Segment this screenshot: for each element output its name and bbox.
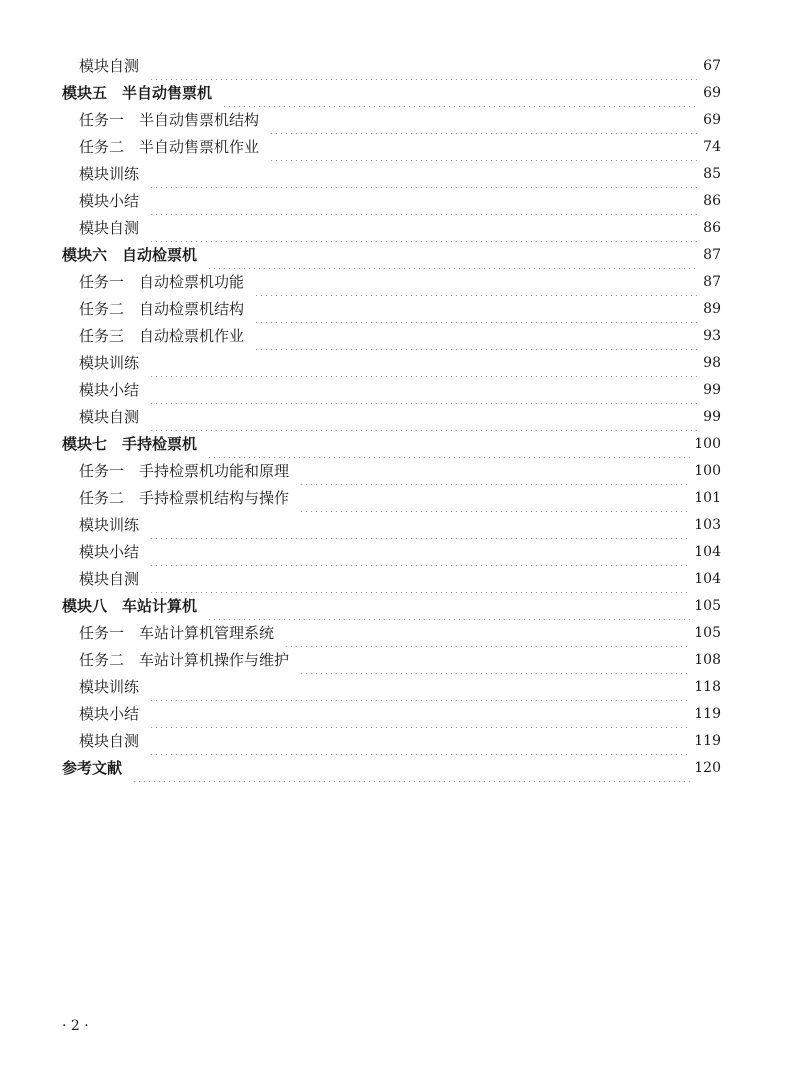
- toc-entry-page: 89: [703, 301, 721, 317]
- toc-entry-page: 99: [703, 409, 721, 425]
- dot-leader: [132, 755, 690, 782]
- toc-entry-title: 模块自测: [79, 570, 140, 588]
- toc-entry[interactable]: [0, 53, 790, 80]
- toc-entry-title: 任务一 手持检票机功能和原理: [79, 462, 290, 480]
- toc-entry-title: 模块训练: [79, 516, 140, 534]
- toc-entry-page: 99: [703, 382, 721, 398]
- dot-leader: [149, 53, 697, 80]
- dot-leader: [149, 215, 697, 242]
- dot-leader: [207, 431, 690, 458]
- page-number: · 2 ·: [62, 1018, 89, 1034]
- toc-entry-page: 104: [694, 571, 721, 587]
- toc-module-entry[interactable]: [0, 242, 790, 269]
- dot-leader: [149, 566, 690, 593]
- toc-entry-title: 模块自测: [79, 408, 140, 426]
- toc-entry-page: 69: [703, 85, 721, 101]
- toc-entry-page: 100: [694, 436, 721, 452]
- toc-entry[interactable]: [0, 620, 790, 647]
- dot-leader: [149, 728, 690, 755]
- dot-leader: [149, 701, 690, 728]
- toc-entry-title: 模块七 手持检票机: [62, 435, 198, 453]
- toc-entry-page: 86: [703, 220, 721, 236]
- toc-entry-page: 104: [694, 544, 721, 560]
- toc-entry-page: 118: [694, 679, 721, 695]
- dot-leader: [254, 323, 697, 350]
- toc-entry[interactable]: [0, 161, 790, 188]
- toc-entry-title: 模块自测: [79, 732, 140, 750]
- table-of-contents: [0, 53, 790, 782]
- toc-entry-title: 模块训练: [79, 165, 140, 183]
- toc-entry-title: 模块小结: [79, 381, 140, 399]
- dot-leader: [149, 674, 690, 701]
- dot-leader: [149, 512, 690, 539]
- dot-leader: [149, 188, 697, 215]
- toc-entry-title: 模块小结: [79, 705, 140, 723]
- toc-entry-title: 任务一 自动检票机功能: [79, 273, 245, 291]
- toc-entry[interactable]: [0, 107, 790, 134]
- toc-entry[interactable]: [0, 539, 790, 566]
- toc-entry-page: 100: [694, 463, 721, 479]
- toc-entry-title: 模块自测: [79, 219, 140, 237]
- toc-entry-title: 参考文献: [62, 759, 123, 777]
- toc-entry-page: 119: [694, 733, 721, 749]
- toc-entry[interactable]: [0, 215, 790, 242]
- dot-leader: [207, 242, 697, 269]
- toc-entry[interactable]: [0, 674, 790, 701]
- dot-leader: [149, 161, 697, 188]
- toc-entry-page: 74: [703, 139, 721, 155]
- toc-entry[interactable]: [0, 188, 790, 215]
- toc-entry-title: 任务二 车站计算机操作与维护: [79, 651, 290, 669]
- toc-entry[interactable]: [0, 323, 790, 350]
- dot-leader: [284, 620, 690, 647]
- toc-entry-title: 任务一 车站计算机管理系统: [79, 624, 275, 642]
- dot-leader: [269, 134, 697, 161]
- toc-entry-page: 105: [694, 598, 721, 614]
- dot-leader: [299, 485, 690, 512]
- toc-entry-title: 模块训练: [79, 354, 140, 372]
- dot-leader: [269, 107, 697, 134]
- toc-module-entry[interactable]: [0, 431, 790, 458]
- toc-entry-page: 69: [703, 112, 721, 128]
- toc-entry-page: 119: [694, 706, 721, 722]
- toc-entry-page: 108: [694, 652, 721, 668]
- dot-leader: [222, 80, 697, 107]
- toc-entry[interactable]: [0, 404, 790, 431]
- toc-entry-page: 87: [703, 274, 721, 290]
- toc-entry[interactable]: [0, 512, 790, 539]
- toc-entry[interactable]: [0, 647, 790, 674]
- toc-entry-page: 87: [703, 247, 721, 263]
- dot-leader: [149, 539, 690, 566]
- toc-entry-page: 67: [703, 58, 721, 74]
- dot-leader: [149, 350, 697, 377]
- toc-entry-page: 103: [694, 517, 721, 533]
- toc-module-entry[interactable]: [0, 593, 790, 620]
- dot-leader: [149, 377, 697, 404]
- toc-entry-page: 105: [694, 625, 721, 641]
- dot-leader: [254, 269, 697, 296]
- toc-entry[interactable]: [0, 458, 790, 485]
- toc-module-entry[interactable]: [0, 755, 790, 782]
- toc-entry[interactable]: [0, 485, 790, 512]
- toc-entry[interactable]: [0, 728, 790, 755]
- toc-entry[interactable]: [0, 134, 790, 161]
- dot-leader: [254, 296, 697, 323]
- toc-entry-page: 98: [703, 355, 721, 371]
- dot-leader: [299, 458, 690, 485]
- toc-entry[interactable]: [0, 269, 790, 296]
- dot-leader: [149, 404, 697, 431]
- toc-entry-page: 85: [703, 166, 721, 182]
- toc-entry-title: 模块自测: [79, 57, 140, 75]
- toc-entry-title: 模块小结: [79, 543, 140, 561]
- toc-entry-title: 模块训练: [79, 678, 140, 696]
- toc-entry-title: 模块八 车站计算机: [62, 597, 198, 615]
- toc-module-entry[interactable]: [0, 80, 790, 107]
- toc-entry[interactable]: [0, 566, 790, 593]
- toc-entry-title: 任务二 手持检票机结构与操作: [79, 489, 290, 507]
- dot-leader: [207, 593, 690, 620]
- toc-entry-page: 101: [694, 490, 721, 506]
- toc-entry-page: 86: [703, 193, 721, 209]
- toc-entry-title: 模块小结: [79, 192, 140, 210]
- toc-entry[interactable]: [0, 350, 790, 377]
- toc-entry[interactable]: [0, 296, 790, 323]
- toc-entry-title: 任务一 半自动售票机结构: [79, 111, 260, 129]
- toc-entry-title: 模块五 半自动售票机: [62, 84, 213, 102]
- dot-leader: [299, 647, 690, 674]
- toc-entry-page: 93: [703, 328, 721, 344]
- toc-entry-title: 模块六 自动检票机: [62, 246, 198, 264]
- toc-entry-title: 任务三 自动检票机作业: [79, 327, 245, 345]
- toc-entry-title: 任务二 自动检票机结构: [79, 300, 245, 318]
- toc-entry[interactable]: [0, 701, 790, 728]
- toc-entry-page: 120: [694, 760, 721, 776]
- toc-entry-title: 任务二 半自动售票机作业: [79, 138, 260, 156]
- toc-entry[interactable]: [0, 377, 790, 404]
